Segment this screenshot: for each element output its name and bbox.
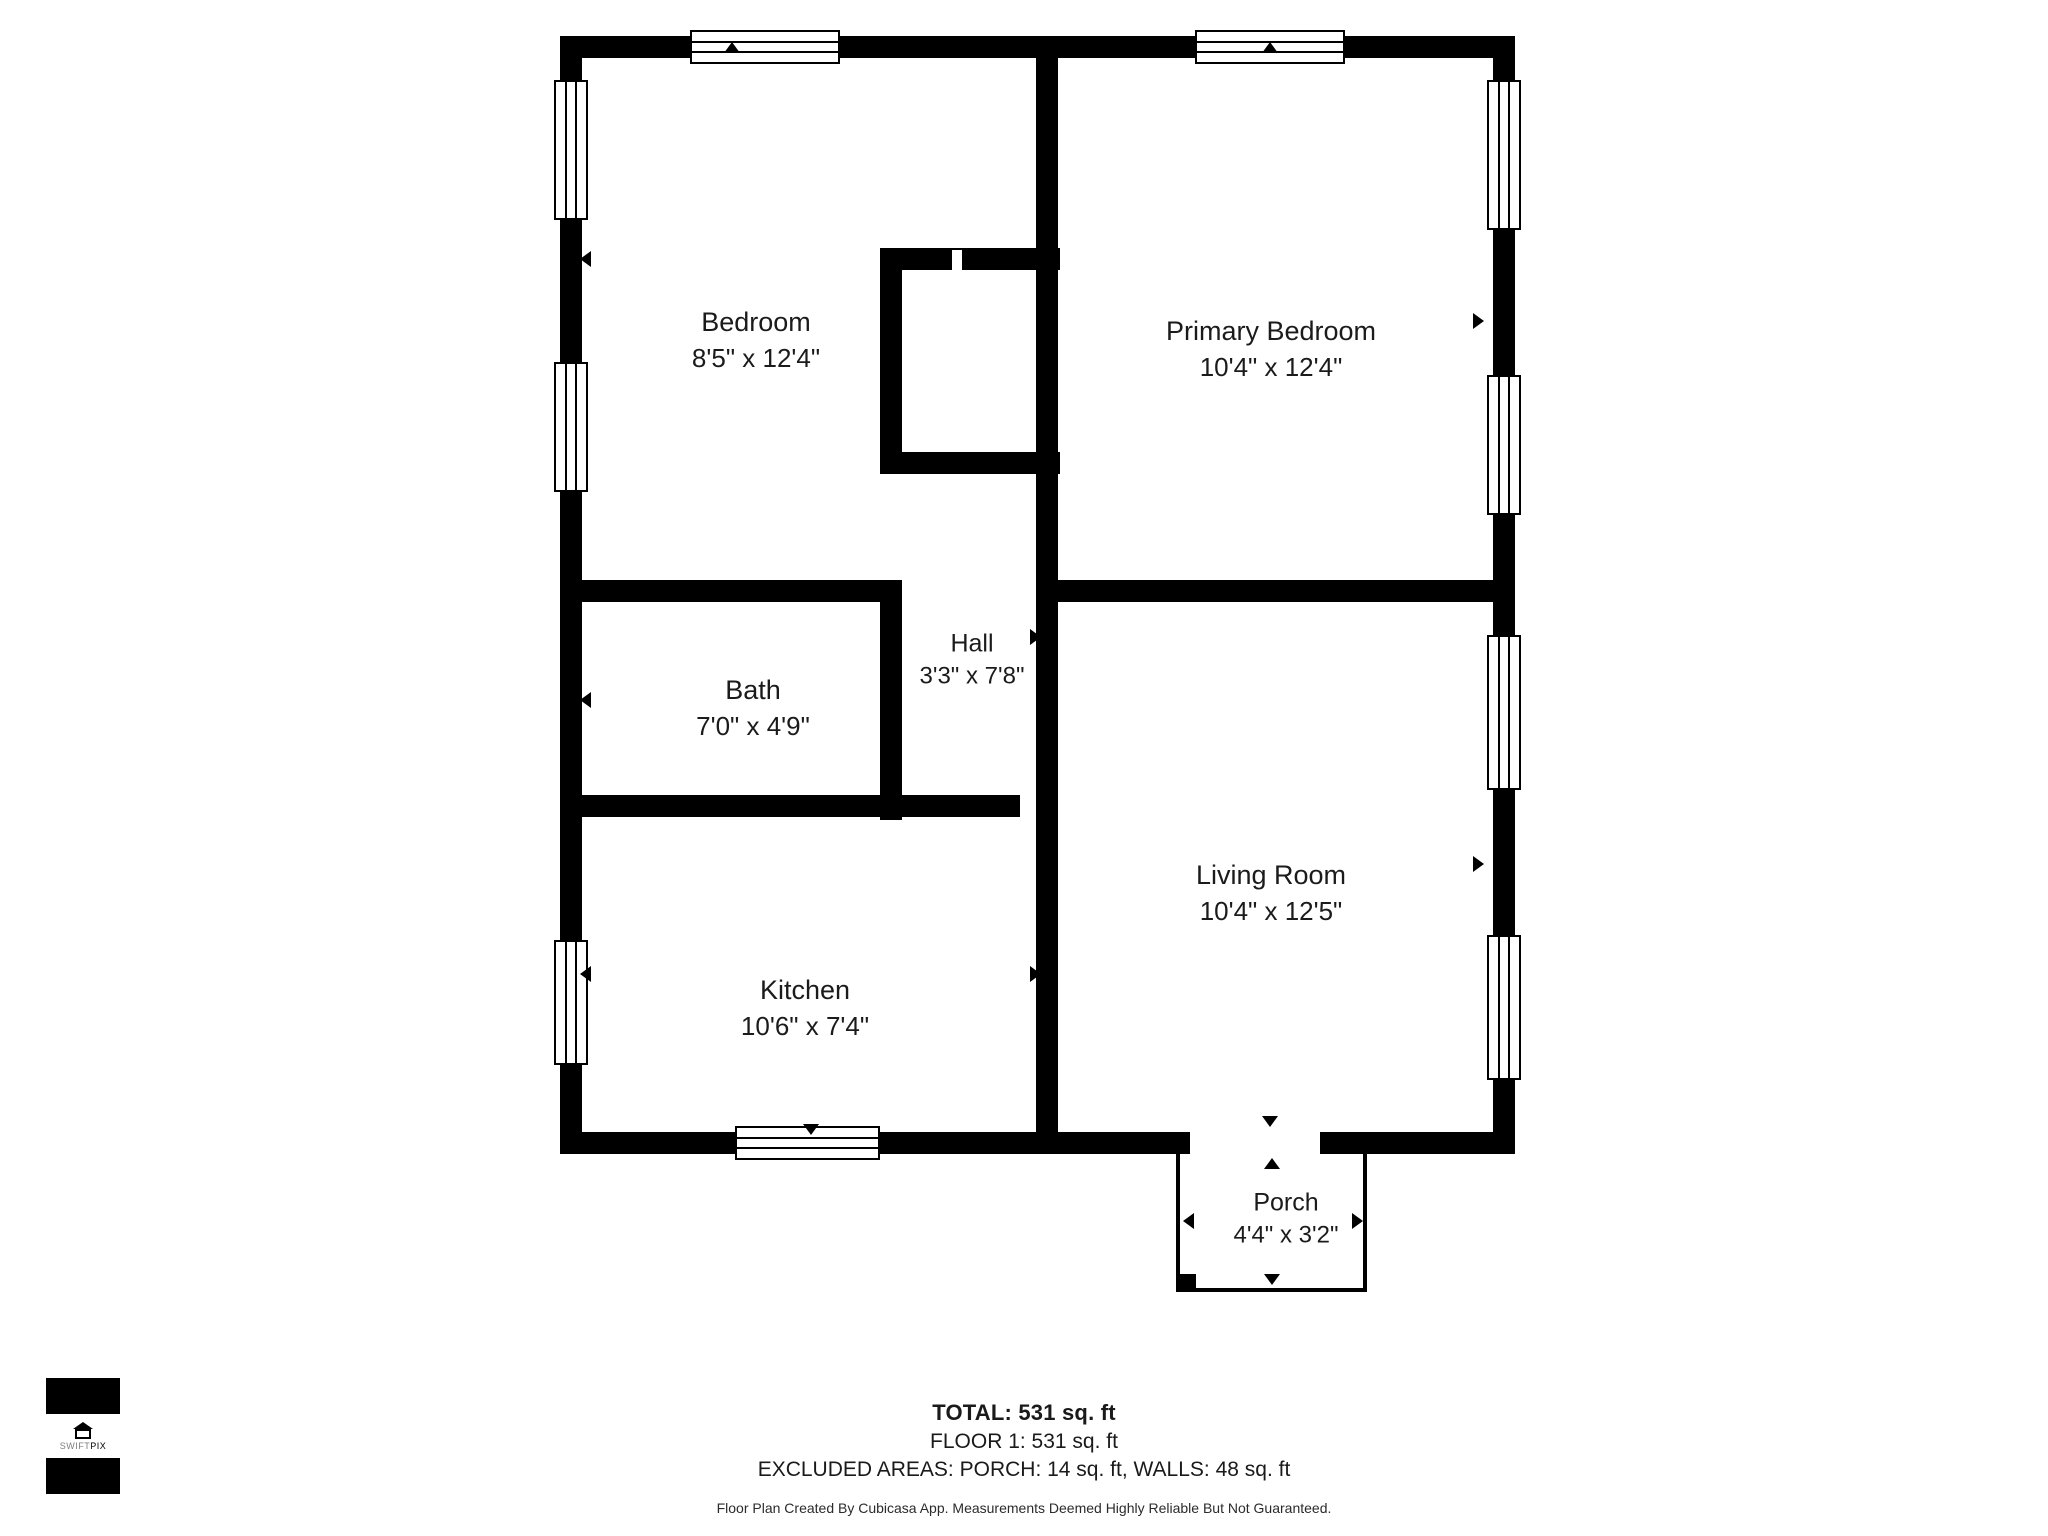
dim-arrow-kitchen-bottom bbox=[803, 1124, 819, 1135]
room-label-hall bbox=[920, 628, 1025, 693]
dim-arrow-bath-top bbox=[724, 588, 740, 599]
room-label-bath bbox=[696, 673, 810, 743]
door-opening-bedroom-hall bbox=[952, 250, 962, 450]
dim-arrow-hall-right bbox=[1030, 629, 1041, 645]
excluded-area-text: EXCLUDED AREAS: PORCH: 14 sq. ft, WALLS: 48 sq. ft bbox=[757, 1458, 1291, 1481]
dim-arrow-bedroom-top bbox=[724, 42, 740, 53]
wall-interior-hall-left-upper bbox=[880, 248, 902, 474]
dim-arrow-porch-left bbox=[1183, 1213, 1194, 1229]
dim-arrow-primary-right bbox=[1473, 313, 1484, 329]
room-dims: 10'4" x 12'5" bbox=[1199, 895, 1343, 926]
dim-arrow-kitchen-top bbox=[803, 800, 819, 811]
dim-arrow-kitchen-left bbox=[580, 966, 591, 982]
dim-arrow-primary-top bbox=[1262, 42, 1278, 53]
room-name: Living Room bbox=[1195, 860, 1347, 891]
room-name: Bath bbox=[725, 675, 781, 706]
window-right-living-upper bbox=[1487, 635, 1521, 790]
door-opening-hall-bath bbox=[882, 474, 900, 580]
porch-wall-left bbox=[1176, 1154, 1180, 1292]
swiftpix-logo bbox=[46, 1378, 120, 1494]
window-top-left bbox=[690, 30, 840, 64]
room-label-kitchen bbox=[741, 973, 869, 1043]
dim-arrow-porch-bottom bbox=[1264, 1274, 1280, 1285]
total-area-text: TOTAL: 531 sq. ft bbox=[932, 1400, 1116, 1425]
dim-arrow-living-bottom bbox=[1262, 1116, 1278, 1127]
room-dims: 3'3" x 7'8" bbox=[919, 662, 1025, 690]
room-label-living-room bbox=[1196, 858, 1346, 928]
door-opening-entry-living bbox=[1190, 1128, 1320, 1156]
window-left-upper bbox=[554, 80, 588, 220]
room-dims: 10'6" x 7'4" bbox=[740, 1010, 870, 1041]
dim-arrow-living-left bbox=[1046, 856, 1057, 872]
logo-wordmark bbox=[60, 1441, 107, 1451]
logo-bar-bottom bbox=[46, 1458, 120, 1494]
window-left-kitchen bbox=[554, 940, 588, 1065]
porch-wall-right bbox=[1363, 1154, 1367, 1292]
dim-arrow-hall-left bbox=[885, 629, 896, 645]
room-name: Kitchen bbox=[759, 975, 851, 1006]
area-summary bbox=[0, 1400, 2048, 1516]
dim-arrow-living-right bbox=[1473, 856, 1484, 872]
window-right-living-lower bbox=[1487, 935, 1521, 1080]
logo-word-dark: PIX bbox=[90, 1440, 107, 1451]
dim-arrow-porch-right bbox=[1352, 1213, 1363, 1229]
wall-interior-closet-bottom bbox=[880, 452, 1060, 474]
dim-arrow-kitchen-right bbox=[1030, 966, 1041, 982]
room-label-bedroom bbox=[692, 305, 820, 375]
window-right-upper bbox=[1487, 80, 1521, 230]
wall-interior-hall-left-lower bbox=[880, 580, 902, 820]
floor-area-text: FLOOR 1: 531 sq. ft bbox=[930, 1430, 1118, 1453]
wall-interior-closet-top bbox=[880, 248, 1060, 270]
room-dims: 10'4" x 12'4" bbox=[1199, 351, 1343, 382]
wall-interior-hall-right-lower bbox=[1036, 580, 1058, 820]
room-label-porch bbox=[1234, 1187, 1339, 1252]
house-icon bbox=[73, 1422, 93, 1439]
dim-arrow-bedroom-hall bbox=[926, 251, 937, 267]
dim-arrow-bath-bottom bbox=[724, 795, 740, 806]
logo-bar-top bbox=[46, 1378, 120, 1414]
logo-middle bbox=[46, 1416, 120, 1456]
dim-arrow-hall-bottom bbox=[951, 795, 967, 806]
wall-interior-hall-right-upper bbox=[1036, 246, 1058, 586]
wall-interior-bedrooms-top bbox=[1036, 36, 1058, 246]
room-name: Bedroom bbox=[701, 307, 811, 338]
dim-arrow-bedroom-left bbox=[580, 251, 591, 267]
dim-arrow-living-top bbox=[1262, 588, 1278, 599]
room-dims: 7'0" x 4'9" bbox=[696, 710, 810, 741]
room-name: Primary Bedroom bbox=[1165, 316, 1377, 347]
dim-arrow-hall-top bbox=[951, 459, 967, 470]
room-dims: 8'5" x 12'4" bbox=[691, 342, 821, 373]
room-name: Hall bbox=[950, 629, 994, 658]
dim-arrow-porch-top bbox=[1264, 1158, 1280, 1169]
logo-word-light: SWIFT bbox=[59, 1440, 91, 1451]
porch-wall-bottom bbox=[1176, 1288, 1367, 1292]
window-right-middle bbox=[1487, 375, 1521, 515]
dim-arrow-primary-left bbox=[1046, 313, 1057, 329]
window-left-middle bbox=[554, 362, 588, 492]
porch-step-block bbox=[1180, 1274, 1196, 1290]
room-dims: 4'4" x 3'2" bbox=[1233, 1221, 1339, 1249]
disclaimer-text: Floor Plan Created By Cubicasa App. Measurements Deemed Highly Reliable But Not Guaranteed. bbox=[716, 1500, 1332, 1516]
dim-arrow-bath-left bbox=[580, 692, 591, 708]
room-name: Porch bbox=[1253, 1188, 1319, 1217]
room-label-primary-bedroom bbox=[1166, 314, 1376, 384]
